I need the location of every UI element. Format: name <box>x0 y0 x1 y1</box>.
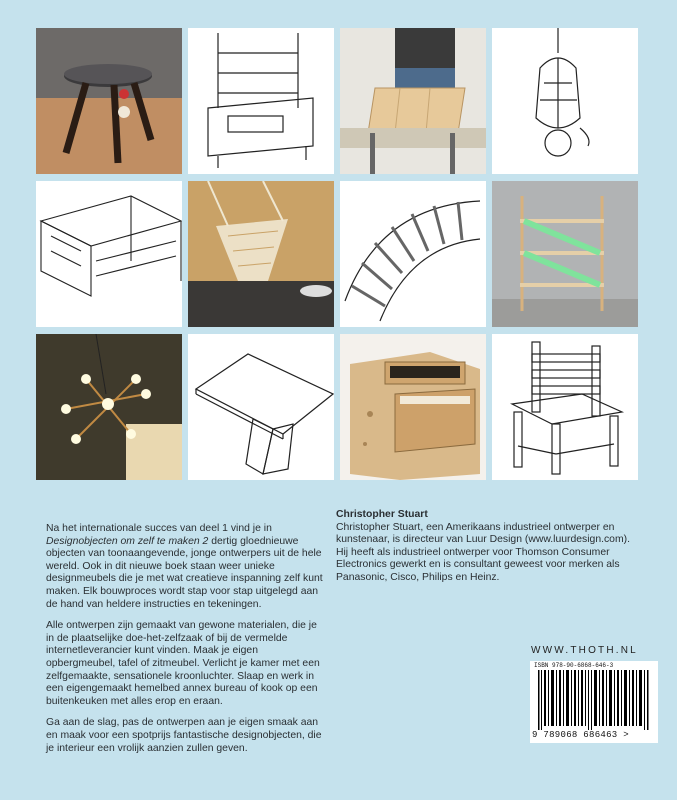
intro-text-start: Na het internationale succes van deel 1 vind je in <box>46 523 272 534</box>
isbn-barcode <box>530 661 658 743</box>
tile-plywood-table-photo <box>340 28 486 174</box>
tile-loft-bed-drawing <box>36 181 182 327</box>
book-title-italic: Designobjecten om zelf te maken 2 <box>46 535 209 547</box>
tile-pipe-chair-drawing <box>492 334 638 480</box>
author-name: Christopher Stuart <box>336 509 428 520</box>
intro-text-end: dertig gloednieuwe objecten van toonaangevende, jonge ontwerpers uit de hele wereld. Ook in dit nieuwe boek staan weer unieke designmeubels die je met wat creatieve inspanning zelf kunt maken. Elk bouwproces wordt stap voor stap uitgelegd aan de hand van heldere instructies en tekeningen. <box>46 535 323 610</box>
materials-paragraph: Alle ontwerpen zijn gemaakt van gewone materialen, die je in de plaatselijke doe-het-zelfzaak of bij de vermelde internetleverancier kunt vinden. Maak je eigen opbergmeubel, tafel of zitmeubel. Verlicht je kamer met een zelfgemaakte, sensationele kroonluchter. Slaap en werk in een eigengemaakt hemelbed annex bureau of kook op een buitenkeuken met alles erop en eraan. <box>46 620 320 707</box>
intro-paragraph <box>46 523 326 611</box>
tile-shelf-desk-drawing <box>188 28 334 174</box>
description-column <box>46 523 326 764</box>
tile-chandelier-photo <box>36 334 182 480</box>
author-bio: Christopher Stuart, een Amerikaans industrieel ontwerper en kunstenaar, is directeur van Luur Design (www.luurdesign.com). Hij heeft als industrieel ontwerper voor Thomson Consumer Electronics gewerkt en is consultant geweest voor merken als Panasonic, Cisco, Philips en Heinz. <box>336 521 630 583</box>
author-column <box>336 509 636 585</box>
publisher-url[interactable]: WWW.THOTH.NL <box>531 645 638 656</box>
tile-osb-cabinet-photo <box>340 334 486 480</box>
tile-stool <box>36 28 182 174</box>
tile-green-shelf-photo <box>492 181 638 327</box>
tile-cage-lamp-drawing <box>492 28 638 174</box>
barcode-bars <box>538 670 650 730</box>
tile-table-drawing <box>188 334 334 480</box>
closing-paragraph: Ga aan de slag, pas de ontwerpen aan je eigen smaak aan en maak voor een spotprijs fantastische designobjecten, die je interieur een vrolijk aanzien zullen geven. <box>46 717 322 754</box>
tile-curved-bench-drawing <box>340 181 486 327</box>
isbn-label: ISBN 978-90-6868-646-3 <box>534 662 614 669</box>
barcode-digits: 9 789068 686463 > <box>532 730 629 740</box>
tile-macrame-chair-photo <box>188 181 334 327</box>
